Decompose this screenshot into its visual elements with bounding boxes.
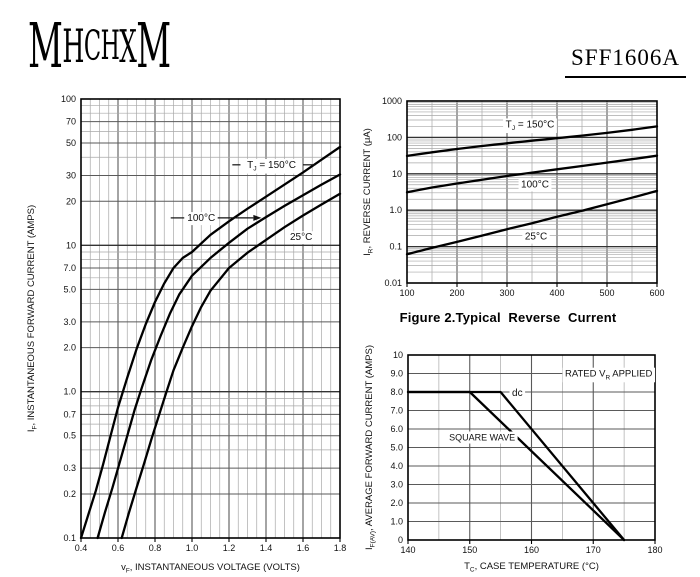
annotation-dc xyxy=(510,387,526,400)
svg-text:3.0: 3.0 xyxy=(63,316,76,327)
svg-text:2.0: 2.0 xyxy=(390,498,403,508)
svg-text:9.0: 9.0 xyxy=(390,368,403,379)
reverse-current-chart xyxy=(360,90,700,315)
svg-text:0.5: 0.5 xyxy=(63,430,76,441)
svg-text:IF, INSTANTANEOUS FORWARD CURR: $I_F$, INSTANTANEOUS FORWARD CURRENT (AMPS) xyxy=(26,204,39,433)
forward-voltage-chart xyxy=(0,90,360,577)
svg-text:100: 100 xyxy=(386,132,402,143)
svg-text:6.0: 6.0 xyxy=(390,424,403,434)
svg-text:0.4: 0.4 xyxy=(74,543,88,553)
svg-text:1.6: 1.6 xyxy=(296,543,310,553)
svg-text:150: 150 xyxy=(462,545,478,555)
svg-text:4.0: 4.0 xyxy=(390,461,403,471)
svg-text:7.0: 7.0 xyxy=(63,263,76,274)
svg-text:7.0: 7.0 xyxy=(390,405,403,416)
svg-text:vF, INSTANTANEOUS VOLTAGE (VOL: $v_F$, INSTANTANEOUS VOLTAGE (VOLTS) xyxy=(121,562,300,575)
svg-text:100°C: 100°C xyxy=(187,213,216,225)
svg-text:5.0: 5.0 xyxy=(390,442,403,453)
svg-text:600: 600 xyxy=(649,288,665,298)
grid xyxy=(81,99,340,538)
grid xyxy=(408,355,655,540)
svg-text:dc: dc xyxy=(512,388,523,400)
annotation-100-c xyxy=(519,178,552,191)
svg-text:5.0: 5.0 xyxy=(63,284,76,295)
annotation-25-c xyxy=(522,231,549,244)
svg-text:1.0: 1.0 xyxy=(389,205,402,216)
svg-text:70: 70 xyxy=(65,116,76,127)
svg-text:IF(AV), AVERAGE FORWARD CURREN: $I_{F(AV)}$, AVERAGE FORWARD CURRENT (AMPS) xyxy=(364,345,377,550)
svg-text:0.8: 0.8 xyxy=(148,543,162,553)
svg-text:0.1: 0.1 xyxy=(389,241,402,252)
svg-text:0: 0 xyxy=(397,535,403,545)
svg-text:3.0: 3.0 xyxy=(390,479,403,490)
svg-text:200: 200 xyxy=(449,288,465,298)
svg-text:TC, CASE TEMPERATURE (°C): $T_C$, CASE TEMPERATURE (°C) xyxy=(464,561,599,574)
svg-text:100: 100 xyxy=(60,94,76,104)
svg-text:1.0: 1.0 xyxy=(185,543,199,553)
svg-text:0.01: 0.01 xyxy=(384,278,402,288)
svg-text:1.0: 1.0 xyxy=(390,516,403,527)
annotation-t-j-150-c xyxy=(503,118,557,133)
svg-text:30: 30 xyxy=(65,170,76,181)
svg-text:RATED VR APPLIED: RATED $V_R$ APPLIED xyxy=(564,368,653,382)
svg-text:300: 300 xyxy=(499,288,515,298)
svg-text:1000: 1000 xyxy=(381,96,402,106)
svg-text:10: 10 xyxy=(392,350,403,360)
svg-text:160: 160 xyxy=(523,545,540,555)
svg-text:0.2: 0.2 xyxy=(63,488,76,499)
svg-text:1.0: 1.0 xyxy=(63,386,76,397)
annotation-square-wave xyxy=(447,432,518,444)
svg-text:0.6: 0.6 xyxy=(111,543,125,553)
annotation-rated-v-r-applied xyxy=(562,368,655,383)
svg-text:1.4: 1.4 xyxy=(259,543,273,553)
svg-text:500: 500 xyxy=(599,288,615,298)
svg-text:100°C: 100°C xyxy=(521,179,549,191)
svg-text:0.3: 0.3 xyxy=(63,463,76,474)
annotation-25-c xyxy=(287,231,314,244)
svg-text:TJ = 150°C: $T_J = 150^\circ C$ xyxy=(505,119,555,133)
figure2-caption: Figure 2.Typical Reverse Current xyxy=(399,310,617,325)
svg-text:20: 20 xyxy=(65,196,76,207)
svg-text:25°C: 25°C xyxy=(524,231,548,243)
svg-text:10: 10 xyxy=(65,240,76,251)
svg-text:0.1: 0.1 xyxy=(63,533,76,543)
svg-text:2.0: 2.0 xyxy=(63,342,76,353)
svg-text:SQUARE WAVE: SQUARE WAVE xyxy=(449,432,516,443)
svg-text:140: 140 xyxy=(400,545,416,555)
svg-text:50: 50 xyxy=(65,138,76,149)
svg-text:1.8: 1.8 xyxy=(333,543,347,553)
svg-text:8.0: 8.0 xyxy=(390,387,403,397)
svg-text:1.2: 1.2 xyxy=(222,543,236,553)
svg-text:100: 100 xyxy=(399,288,415,298)
brand-logo: M H C H X M xyxy=(28,9,171,82)
svg-text:IR, REVERSE CURRENT (μA): $I_R$, REVERSE CURRENT (μA) xyxy=(362,128,375,256)
svg-text:25°C: 25°C xyxy=(289,232,313,244)
forward-current-derating-chart xyxy=(360,345,700,577)
svg-text:400: 400 xyxy=(549,288,565,298)
svg-text:10: 10 xyxy=(391,168,402,179)
svg-text:TJ = 150°C: $T_J = 150^\circ C$ xyxy=(247,160,296,173)
svg-text:170: 170 xyxy=(585,545,601,555)
part-number: SFF1606A xyxy=(565,45,686,78)
svg-text:180: 180 xyxy=(647,545,663,555)
svg-text:0.7: 0.7 xyxy=(63,409,76,420)
